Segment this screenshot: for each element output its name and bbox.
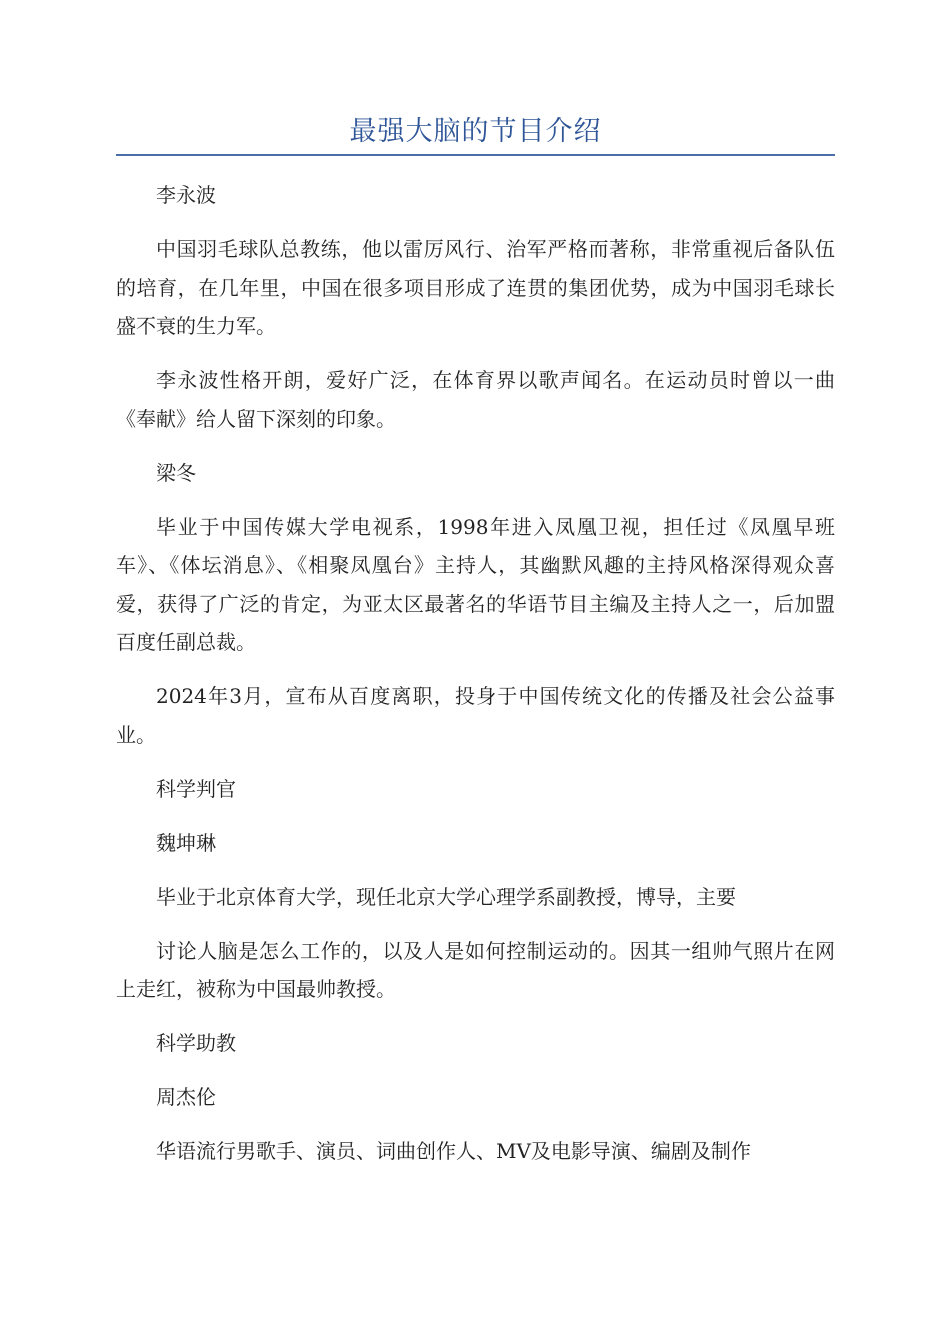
paragraph-jay-chou-intro: 华语流行男歌手、演员、词曲创作人、MV及电影导演、编剧及制作 <box>156 1139 751 1163</box>
heading-science-judge: 科学判官 <box>156 776 236 801</box>
paragraph-wei-kunlin-education: 毕业于北京体育大学，现任北京大学心理学系副教授，博导，主要 <box>156 884 736 909</box>
paragraph-liang-dong-career: 毕业于中国传媒大学电视系，1998年进入凤凰卫视，担任过《凤凰早班车》、《体坛消息》、《相聚凤凰台》主持人，其幽默风趣的主持风格深得观众喜爱，获得了广泛的肯定，为亚太区最著名的华语节目主编及主持人之一，后加盟百度任副总裁。 <box>116 514 835 654</box>
paragraph-liang-dong-2024: 2024年3月，宣布从百度离职，投身于中国传统文化的传播及社会公益事业。 <box>116 684 835 747</box>
paragraph-li-yongbo-career: 中国羽毛球队总教练，他以雷厉风行、治军严格而著称，非常重视后备队伍的培育，在几年里，中国在很多项目形成了连贯的集团优势，成为中国羽毛球长盛不衰的生力军。 <box>116 237 835 338</box>
heading-wei-kunlin: 魏坤琳 <box>156 830 216 855</box>
document-title: 最强大脑的节目介绍 <box>349 116 602 147</box>
title-underline <box>116 154 835 156</box>
document-body <box>116 176 835 1186</box>
heading-li-yongbo: 李永波 <box>156 183 216 207</box>
paragraph-wei-kunlin-research: 讨论人脑是怎么工作的，以及人是如何控制运动的。因其一组帅气照片在网上走红，被称为中国最帅教授。 <box>116 938 835 1001</box>
paragraph-li-yongbo-personality: 李永波性格开朗，爱好广泛，在体育界以歌声闻名。在运动员时曾以一曲《奉献》给人留下深刻的印象。 <box>116 368 835 431</box>
heading-liang-dong: 梁冬 <box>156 460 196 485</box>
heading-jay-chou: 周杰伦 <box>156 1085 216 1109</box>
heading-science-assistant: 科学助教 <box>156 1031 236 1055</box>
